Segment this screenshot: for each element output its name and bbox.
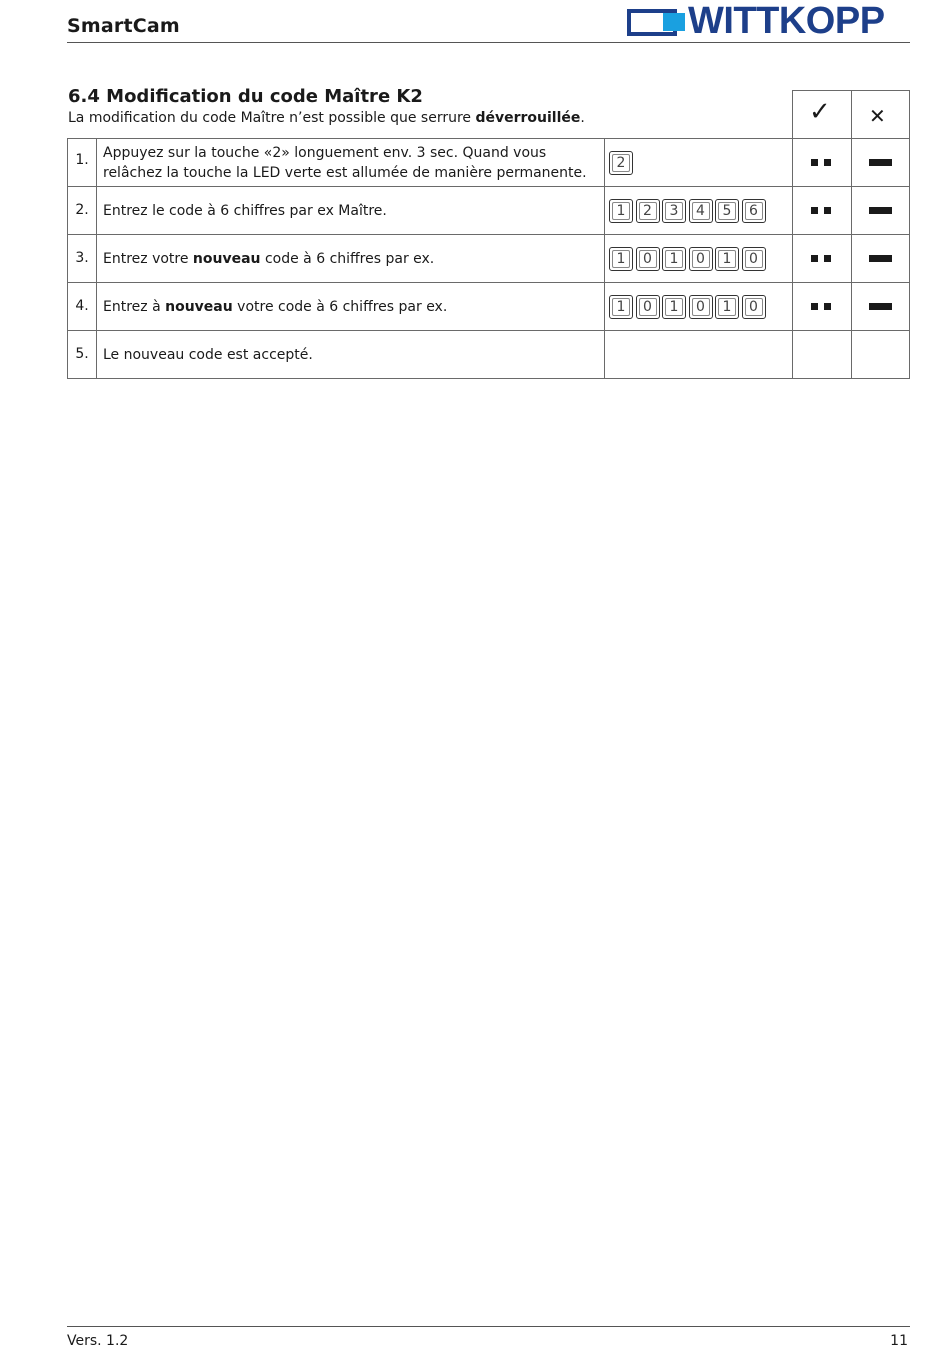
section-subtitle: La modification du code Maître n’est possible que serrure déverrouillée. <box>68 110 585 126</box>
keypad-key-icon: 0 <box>689 247 713 271</box>
keypad-key-icon: 3 <box>662 199 686 223</box>
keypad-key-icon: 1 <box>662 295 686 319</box>
keypad-key-icon: 4 <box>689 199 713 223</box>
red-led-long-icon <box>869 159 892 166</box>
version-label: Vers. 1.2 <box>67 1333 129 1349</box>
red-led-long-icon <box>869 255 892 262</box>
step-text: Entrez le code à 6 chiffres par ex Maître. <box>103 203 387 219</box>
step-text: Appuyez sur la touche «2» longuement env. 3 sec. Quand vous relâchez la touche la LED verte est allumée de manière permanente. <box>103 145 587 181</box>
keypad-key-icon: 0 <box>689 295 713 319</box>
green-led-double-blink-icon <box>811 159 837 166</box>
step-text: Entrez à nouveau votre code à 6 chiffres par ex. <box>103 299 448 315</box>
keypad-sequence <box>609 199 768 223</box>
keypad-key-icon: 2 <box>636 199 660 223</box>
keypad-key-icon: 1 <box>715 247 739 271</box>
footer-divider <box>67 1326 910 1327</box>
page-number: 11 <box>890 1333 908 1349</box>
step-number: 1. <box>75 152 89 168</box>
step-text: Le nouveau code est accepté. <box>103 347 313 363</box>
logo-text: WITTKOPP <box>688 0 885 42</box>
red-led-long-icon <box>869 207 892 214</box>
section-title: 6.4 Modification du code Maître K2 <box>68 86 423 107</box>
logo-mark-icon <box>627 6 685 36</box>
green-led-double-blink-icon <box>811 207 837 214</box>
keypad-key-icon: 0 <box>742 247 766 271</box>
keypad-key-icon: 0 <box>636 247 660 271</box>
keypad-key-icon: 5 <box>715 199 739 223</box>
step-number: 3. <box>75 250 89 266</box>
keypad-key-icon: 1 <box>662 247 686 271</box>
keypad-sequence <box>609 247 768 271</box>
green-led-double-blink-icon <box>811 303 837 310</box>
keypad-key-icon: 1 <box>609 199 633 223</box>
keypad-key-icon: 1 <box>609 247 633 271</box>
keypad-sequence <box>609 295 768 319</box>
keypad-key-icon: 0 <box>636 295 660 319</box>
wittkopp-logo <box>627 0 885 42</box>
cross-icon: ✕ <box>869 104 886 128</box>
green-led-double-blink-icon <box>811 255 837 262</box>
step-number: 4. <box>75 298 89 314</box>
keypad-sequence <box>609 151 636 175</box>
step-number: 2. <box>75 202 89 218</box>
keypad-key-icon: 6 <box>742 199 766 223</box>
red-led-long-icon <box>869 303 892 310</box>
checkmark-icon: ✓ <box>809 97 831 127</box>
step-text: Entrez votre nouveau code à 6 chiffres par ex. <box>103 251 435 267</box>
keypad-key-icon: 1 <box>715 295 739 319</box>
step-number: 5. <box>75 346 89 362</box>
keypad-key-icon: 0 <box>742 295 766 319</box>
keypad-key-icon: 2 <box>609 151 633 175</box>
keypad-key-icon: 1 <box>609 295 633 319</box>
header-divider <box>67 42 910 43</box>
product-title: SmartCam <box>67 15 180 37</box>
